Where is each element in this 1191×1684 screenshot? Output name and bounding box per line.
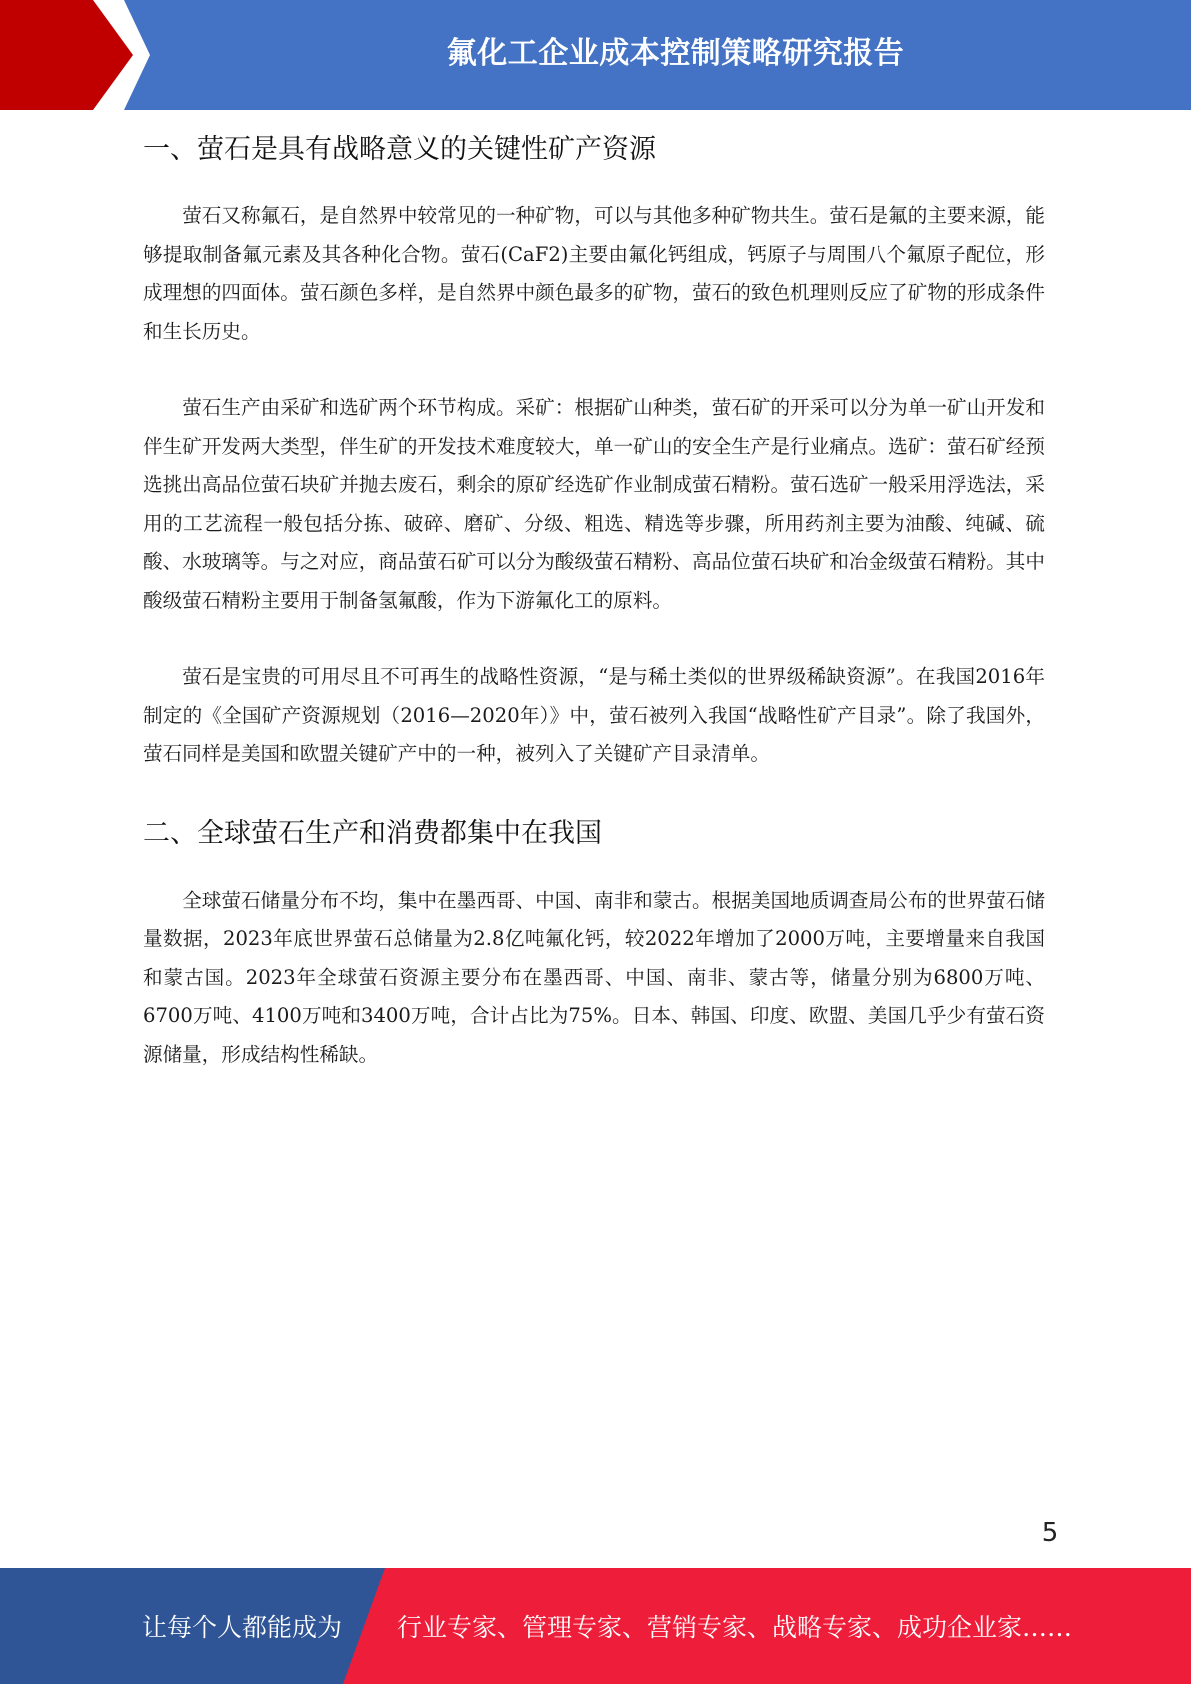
paragraph: 萤石是宝贵的可用尽且不可再生的战略性资源，“是与稀土类似的世界级稀缺资源”。在我国2016年制定的《全国矿产资源规划（2016—2020年）》中，萤石被列入我国“战略性矿产目录”。除了我国外，萤石同样是美国和欧盟关键矿产中的一种，被列入了关键矿产目录清单。 xyxy=(143,665,1045,765)
section-heading-2: 二、全球萤石生产和消费都集中在我国 xyxy=(143,817,602,849)
paragraph: 萤石生产由采矿和选矿两个环节构成。采矿：根据矿山种类，萤石矿的开采可以分为单一矿山开发和伴生矿开发两大类型，伴生矿的开发技术难度较大，单一矿山的安全生产是行业痛点。选矿：萤石矿经预选挑出高品位萤石块矿并抛去废石，剩余的原矿经选矿作业制成萤石精粉。萤石选矿一般采用浮选法，采用的工艺流程一般包括分拣、破碎、磨矿、分级、粗选、精选等步骤，所用药剂主要为油酸、纯碱、硫酸、水玻璃等。与之对应，商品萤石矿可以分为酸级萤石精粉、高品位萤石块矿和冶金级萤石精粉。其中酸级萤石精粉主要用于制备氢氟酸，作为下游氟化工的原料。 xyxy=(143,396,1045,612)
main-content xyxy=(143,128,1045,1074)
footer-slogan-right: 行业专家、管理专家、营销专家、战略专家、成功企业家…… xyxy=(397,1613,1073,1642)
paragraph: 萤石又称氟石，是自然界中较常见的一种矿物，可以与其他多种矿物共生。萤石是氟的主要来源，能够提取制备氟元素及其各种化合物。萤石(CaF2)主要由氟化钙组成，钙原子与周围八个氟原子配位，形成理想的四面体。萤石颜色多样，是自然界中颜色最多的矿物，萤石的致色机理则反应了矿物的形成条件和生长历史。 xyxy=(143,204,1045,343)
footer-banner xyxy=(0,1568,1191,1684)
footer-slogan-left: 让每个人都能成为 xyxy=(142,1613,343,1642)
paragraph: 全球萤石储量分布不均，集中在墨西哥、中国、南非和蒙古。根据美国地质调查局公布的世界萤石储量数据，2023年底世界萤石总储量为2.8亿吨氟化钙，较2022年增加了2000万吨，主要增量来自我国和蒙古国。2023年全球萤石资源主要分布在墨西哥、中国、南非、蒙古等，储量分别为6800万吨、6700万吨、4100万吨和3400万吨，合计占比为75%。日本、韩国、印度、欧盟、美国几乎少有萤石资源储量，形成结构性稀缺。 xyxy=(143,888,1045,1066)
page-number: 5 xyxy=(1041,1518,1059,1548)
report-title: 氟化工企业成本控制策略研究报告 xyxy=(446,36,905,71)
section-heading-1: 一、萤石是具有战略意义的关键性矿产资源 xyxy=(143,134,656,165)
header-banner xyxy=(0,0,1191,110)
